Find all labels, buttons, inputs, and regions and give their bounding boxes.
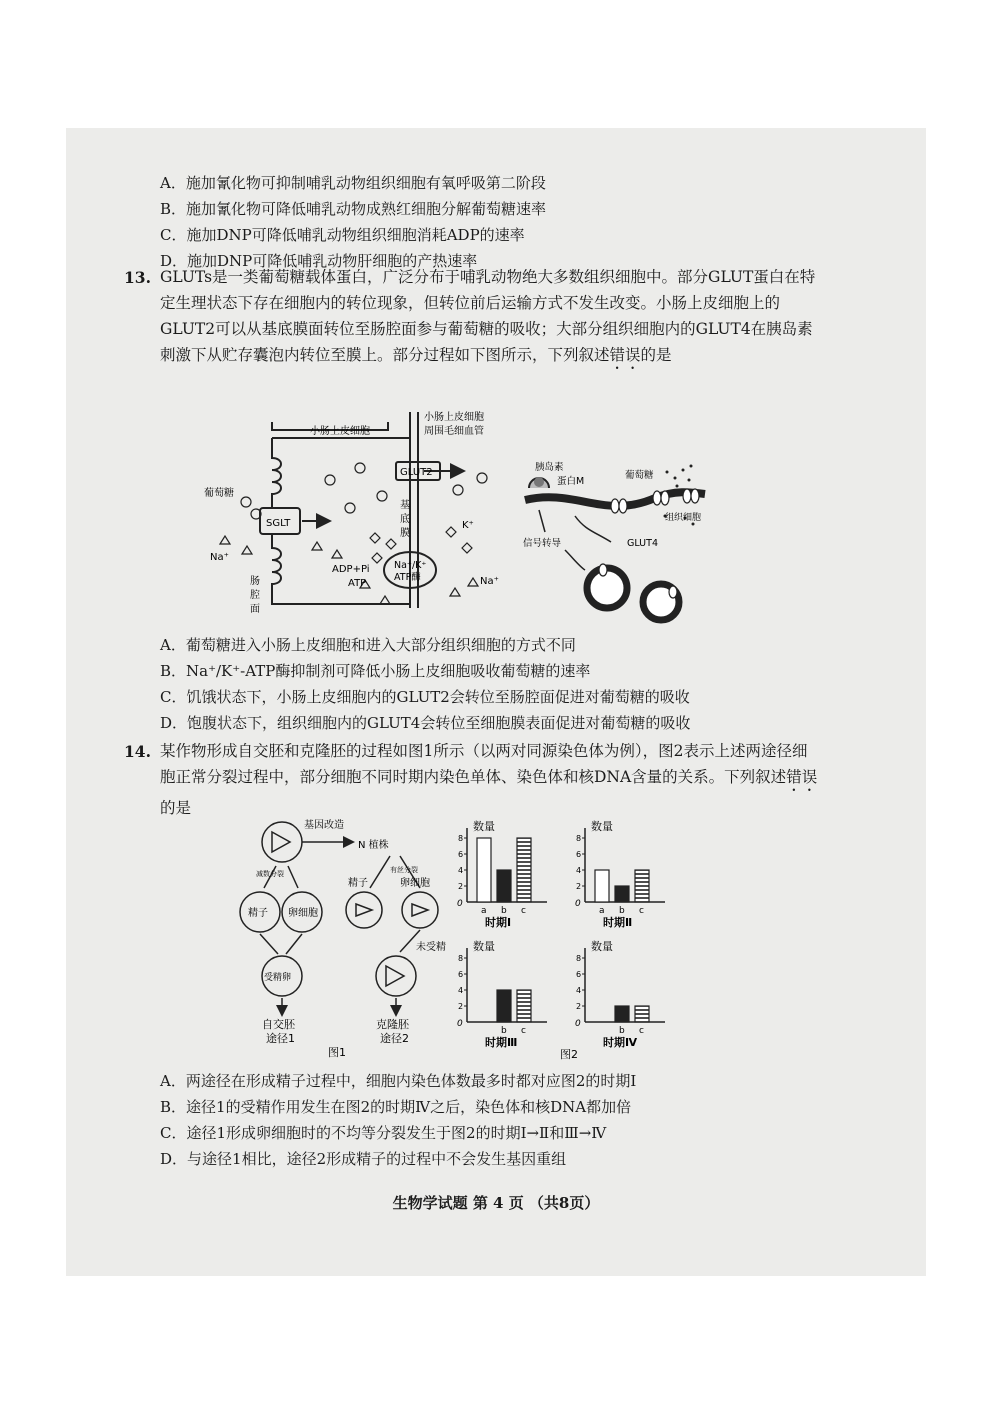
q14-stem-emphasis: 错误 [786, 768, 818, 786]
chart-1-tick-label-1: 4 [576, 866, 582, 875]
label-route1: 途径1 [266, 1032, 295, 1045]
chart-0-tick-label-3: 8 [458, 834, 464, 843]
label-egg-2: 卵细胞 [400, 878, 430, 889]
chart-group [457, 819, 665, 1049]
chart-2-tick-label-1: 4 [458, 986, 464, 995]
label-k: K⁺ [462, 520, 474, 531]
chart-2-title: 时期Ⅲ [485, 1036, 518, 1049]
label-n-plant: N 植株 [358, 840, 389, 851]
chart-1-bar-b [615, 886, 629, 902]
q14-stem-text: 某作物形成自交胚和克隆胚的过程如图1所示（以两对同源染色体为例），图2表示上述两途径细胞正常分裂过程中，部分细胞不同时期内染色单体、染色体和核DNA含量的关系。下列叙述 [160, 742, 808, 786]
label-capillary-1: 小肠上皮细胞 [424, 412, 484, 423]
q12-option-d: D．施加DNP可降低哺乳动物肝细胞的产热速率 [160, 252, 478, 270]
label-pump-2: ATP酶 [394, 572, 421, 583]
label-lumen-2: 腔 [250, 590, 260, 601]
label-glucose-right: 葡萄糖 [625, 470, 654, 481]
label-glut2: GLUT2 [400, 467, 433, 478]
q13-number: 13. [124, 268, 151, 287]
label-zygote: 受精卵 [264, 973, 292, 983]
chart-0-tick-label-0: 2 [458, 882, 464, 891]
q14-option-d: D．与途径1相比，途径2形成精子的过程中不会发生基因重组 [160, 1150, 567, 1168]
chart-3-tick-label-3: 8 [576, 954, 582, 963]
chart-0-tick-label-2: 6 [458, 850, 464, 859]
label-lumen-3: 面 [250, 604, 260, 615]
chart-1-tick-label-3: 8 [576, 834, 582, 843]
label-glucose-left: 葡萄糖 [204, 488, 234, 499]
q13-option-c: C．饥饿状态下，小肠上皮细胞内的GLUT2会转位至肠腔面促进对葡萄糖的吸收 [160, 688, 690, 706]
label-no-fertilization: 未受精 [416, 942, 446, 953]
q14-stem [160, 738, 820, 821]
chart-0-ylabel: 数量 [473, 820, 495, 833]
label-sglt: SGLT [266, 518, 291, 529]
q13-stem [160, 264, 820, 373]
q14-option-c: C．途径1形成卵细胞时的不均等分裂发生于图2的时期Ⅰ→Ⅱ和Ⅲ→Ⅳ [160, 1124, 607, 1142]
label-meiosis: 减数分裂 [256, 870, 284, 878]
label-route2: 途径2 [380, 1032, 409, 1045]
q13-option-a: A．葡萄糖进入小肠上皮细胞和进入大部分组织细胞的方式不同 [160, 636, 576, 654]
q13-stem-emphasis: 错误 [609, 346, 641, 364]
chart-0-cat-label-c: c [521, 906, 526, 916]
chart-3-tick-label-1: 4 [576, 986, 582, 995]
chart-1-tick-label-0: 2 [576, 882, 582, 891]
label-fig1: 图1 [328, 1046, 346, 1059]
label-self-embryo: 自交胚 [262, 1018, 295, 1031]
label-fig2: 图2 [560, 1048, 578, 1061]
chart-1-ylabel: 数量 [591, 820, 613, 833]
label-atp: ATP [348, 578, 367, 589]
chart-0-tick-label-1: 4 [458, 866, 464, 875]
chart-2-cat-label-c: c [521, 1026, 526, 1036]
chart-3-tick-label-2: 6 [576, 970, 582, 979]
chart-3-bar-b [615, 1006, 629, 1022]
chart-0-bar-a [477, 838, 491, 902]
label-clone-embryo: 克隆胚 [376, 1018, 409, 1031]
q14-stem-end: 的是 [160, 799, 192, 817]
chart-3-ylabel: 数量 [591, 940, 613, 953]
label-gene-edit: 基因改造 [304, 820, 344, 831]
chart-2-ylabel: 数量 [473, 940, 495, 953]
q14-option-b: B．途径1的受精作用发生在图2的时期Ⅳ之后，染色体和核DNA都加倍 [160, 1098, 632, 1116]
label-basal-2: 底 [400, 514, 410, 525]
q14-fig2 [455, 812, 715, 1062]
label-basal-3: 膜 [400, 528, 410, 539]
chart-2-tick-label-2: 6 [458, 970, 464, 979]
label-sperm-1: 精子 [248, 908, 268, 919]
chart-1-origin: 0 [575, 899, 581, 909]
chart-0-cat-label-b: b [501, 906, 507, 916]
label-na-right: Na⁺ [480, 576, 499, 587]
chart-3-cat-label-c: c [639, 1026, 644, 1036]
chart-2-tick-label-3: 8 [458, 954, 464, 963]
q13-fig-glut4 [515, 458, 715, 628]
chart-3-origin: 0 [575, 1019, 581, 1029]
q13-fig-intestine [200, 408, 510, 618]
chart-1-cat-label-c: c [639, 906, 644, 916]
q14-number: 14. [124, 742, 151, 761]
chart-0-bar-c [517, 838, 531, 902]
chart-0-origin: 0 [457, 899, 463, 909]
q14-fig1 [230, 816, 460, 1060]
label-basal-1: 基 [400, 500, 410, 511]
label-mitosis: 有丝分裂 [390, 866, 418, 874]
label-capillary-2: 周围毛细血管 [424, 426, 484, 437]
label-signal: 信号转导 [523, 538, 562, 549]
chart-1-bar-c [635, 870, 649, 902]
chart-1-bar-a [595, 870, 609, 902]
page-footer: 生物学试题 第 4 页 （共8页） [392, 1194, 600, 1212]
label-tissue-cell: 组织细胞 [665, 513, 702, 523]
chart-3-cat-label-b: b [619, 1026, 625, 1036]
q14-option-a: A．两途径在形成精子过程中，细胞内染色体数最多时都对应图2的时期Ⅰ [160, 1072, 637, 1090]
label-insulin: 胰岛素 [535, 462, 564, 473]
label-intestine-cell: 小肠上皮细胞 [310, 426, 370, 437]
label-na-left: Na⁺ [210, 552, 229, 563]
chart-2-bar-c [517, 990, 531, 1022]
label-egg-1: 卵细胞 [288, 908, 318, 919]
chart-2-tick-label-0: 2 [458, 1002, 464, 1011]
chart-2-bar-b [497, 990, 511, 1022]
q13-option-b: B．Na⁺/K⁺-ATP酶抑制剂可降低小肠上皮细胞吸收葡萄糖的速率 [160, 662, 591, 680]
chart-3-tick-label-0: 2 [576, 1002, 582, 1011]
label-protein-m: 蛋白M [557, 476, 585, 487]
label-glut4: GLUT4 [627, 538, 658, 549]
label-lumen-1: 肠 [250, 576, 260, 587]
q13-stem-end: 的是 [640, 346, 672, 364]
q13-stem-text: GLUTs是一类葡萄糖载体蛋白，广泛分布于哺乳动物绝大多数组织细胞中。部分GLUT蛋白在特定生理状态下存在细胞内的转位现象，但转位前后运输方式不发生改变。小肠上皮细胞上的GLUT2可以从基底膜面转位至肠腔面参与葡萄糖的吸收；大部分组织细胞内的GLUT4在胰岛素刺激下从贮存囊泡内转位至膜上。部分过程如下图所示，下列叙述 [160, 268, 816, 364]
chart-1-cat-label-b: b [619, 906, 625, 916]
chart-1-title: 时期Ⅱ [603, 916, 633, 929]
chart-0-title: 时期Ⅰ [485, 916, 512, 929]
q12-option-c: C．施加DNP可降低哺乳动物组织细胞消耗ADP的速率 [160, 226, 525, 244]
label-pump-1: Na⁺/K⁺ [394, 560, 427, 571]
q12-option-a: A．施加氰化物可抑制哺乳动物组织细胞有氧呼吸第二阶段 [160, 174, 546, 192]
chart-2-origin: 0 [457, 1019, 463, 1029]
label-adp: ADP+Pi [332, 564, 370, 575]
q12-option-b: B．施加氰化物可降低哺乳动物成熟红细胞分解葡萄糖速率 [160, 200, 547, 218]
q13-option-d: D．饱腹状态下，组织细胞内的GLUT4会转位至细胞膜表面促进对葡萄糖的吸收 [160, 714, 691, 732]
chart-2-cat-label-b: b [501, 1026, 507, 1036]
label-sperm-2: 精子 [348, 878, 368, 889]
chart-0-cat-label-a: a [481, 906, 487, 916]
chart-0-bar-b [497, 870, 511, 902]
chart-1-tick-label-2: 6 [576, 850, 582, 859]
chart-3-title: 时期Ⅳ [603, 1036, 638, 1049]
chart-1-cat-label-a: a [599, 906, 605, 916]
chart-3-bar-c [635, 1006, 649, 1022]
